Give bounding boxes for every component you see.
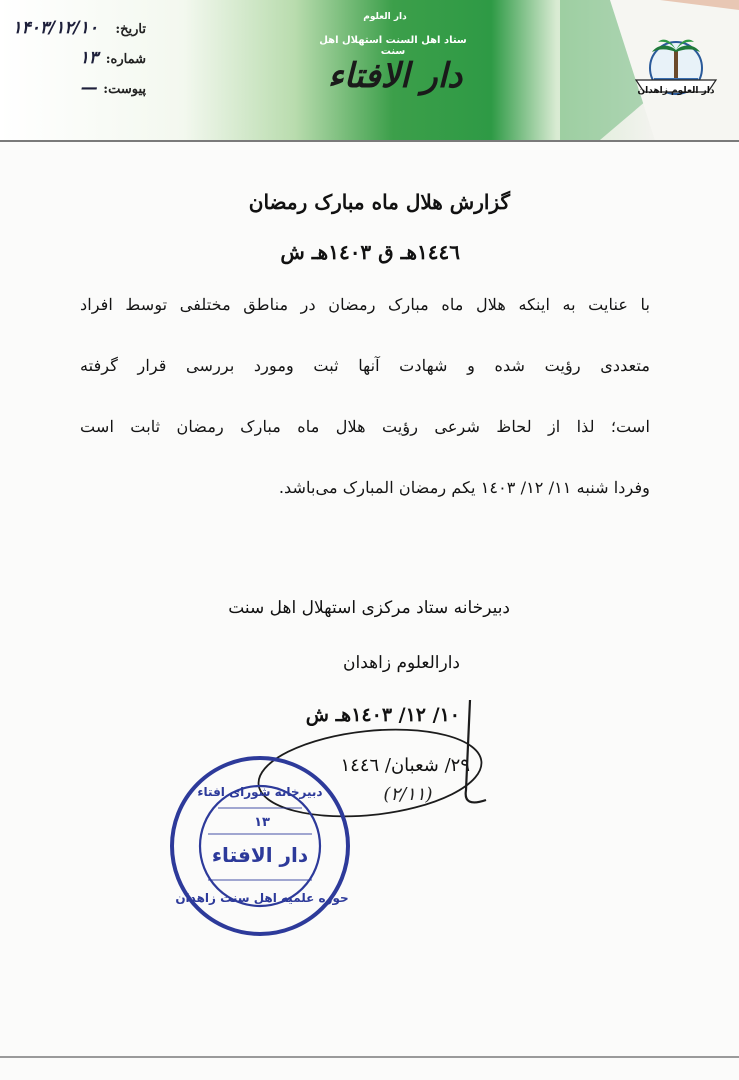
- palm-tree-logo-icon: [628, 28, 724, 108]
- meta-date-row: [6, 20, 156, 50]
- meta-attachment-value: —: [81, 78, 98, 98]
- body-line: با عنایت به اینکه هلال ماه مبارک رمضان در مناطق مختلفی توسط افراد: [80, 295, 650, 314]
- letterhead-org-line: ستاد اهل السنت استهلال اهل سنت: [319, 35, 467, 57]
- signature-date-lunar: ٢٩/ شعبان/ ١٤٤٦: [340, 755, 470, 776]
- stamp-outer-top: دبیرخانه شورای افتاء: [197, 785, 323, 799]
- official-stamp: [172, 758, 349, 934]
- meta-date-label: تاریخ:: [115, 22, 146, 37]
- stamp-center-text: دار الافتاء: [211, 843, 309, 867]
- letter-meta: [6, 20, 156, 110]
- document-body: [80, 295, 650, 539]
- body-line: است؛ لذا از لحاظ شرعی رؤیت هلال ماه مبارک رمضان ثابت است: [80, 417, 650, 436]
- body-line: وفردا شنبه ١١/ ١٢/ ١٤٠٣ یکم رمضان المبارک می‌باشد.: [278, 478, 650, 497]
- stamp-outer-bottom: حوزه علمیه اهل سنت زاهدان: [175, 891, 349, 905]
- meta-number-label: شماره:: [105, 52, 146, 67]
- stamp-number: ١٣: [254, 815, 270, 830]
- footer-divider: [0, 1056, 739, 1058]
- document-title: گزارش هلال ماه مبارک رمضان: [248, 190, 510, 214]
- meta-number-value: ۱۳: [79, 48, 98, 68]
- logo-caption: دار العلوم زاهدان: [637, 86, 715, 96]
- handwritten-note: (٢/١١): [383, 784, 433, 805]
- header-divider: [0, 140, 739, 142]
- letterhead: [0, 0, 739, 140]
- signature-office: دبیرخانه ستاد مرکزی استهلال اهل سنت: [228, 598, 510, 618]
- signature-date-solar: ١٠/ ١٢/ ١٤٠٣هـ ش: [305, 704, 460, 726]
- signature-institution: دارالعلوم زاهدان: [343, 653, 460, 673]
- meta-number-row: [6, 50, 156, 80]
- meta-attachment-row: [6, 80, 156, 110]
- document-date-line: ١٤٤٦هـ ق ١٤٠٣هـ ش: [280, 240, 460, 264]
- signature-stroke-icon: [466, 700, 486, 802]
- letterhead-emblem-text: دار العلوم: [363, 12, 407, 22]
- meta-attachment-label: پیوست:: [103, 82, 146, 97]
- body-line: متعددی رؤیت شده و شهادت آنها ثبت ومورد بررسی قرار گرفته: [80, 356, 650, 375]
- meta-date-value: ۱۴۰۳/۱۲/۱۰: [12, 18, 98, 38]
- letterhead-title: دار الافتاء: [327, 56, 463, 96]
